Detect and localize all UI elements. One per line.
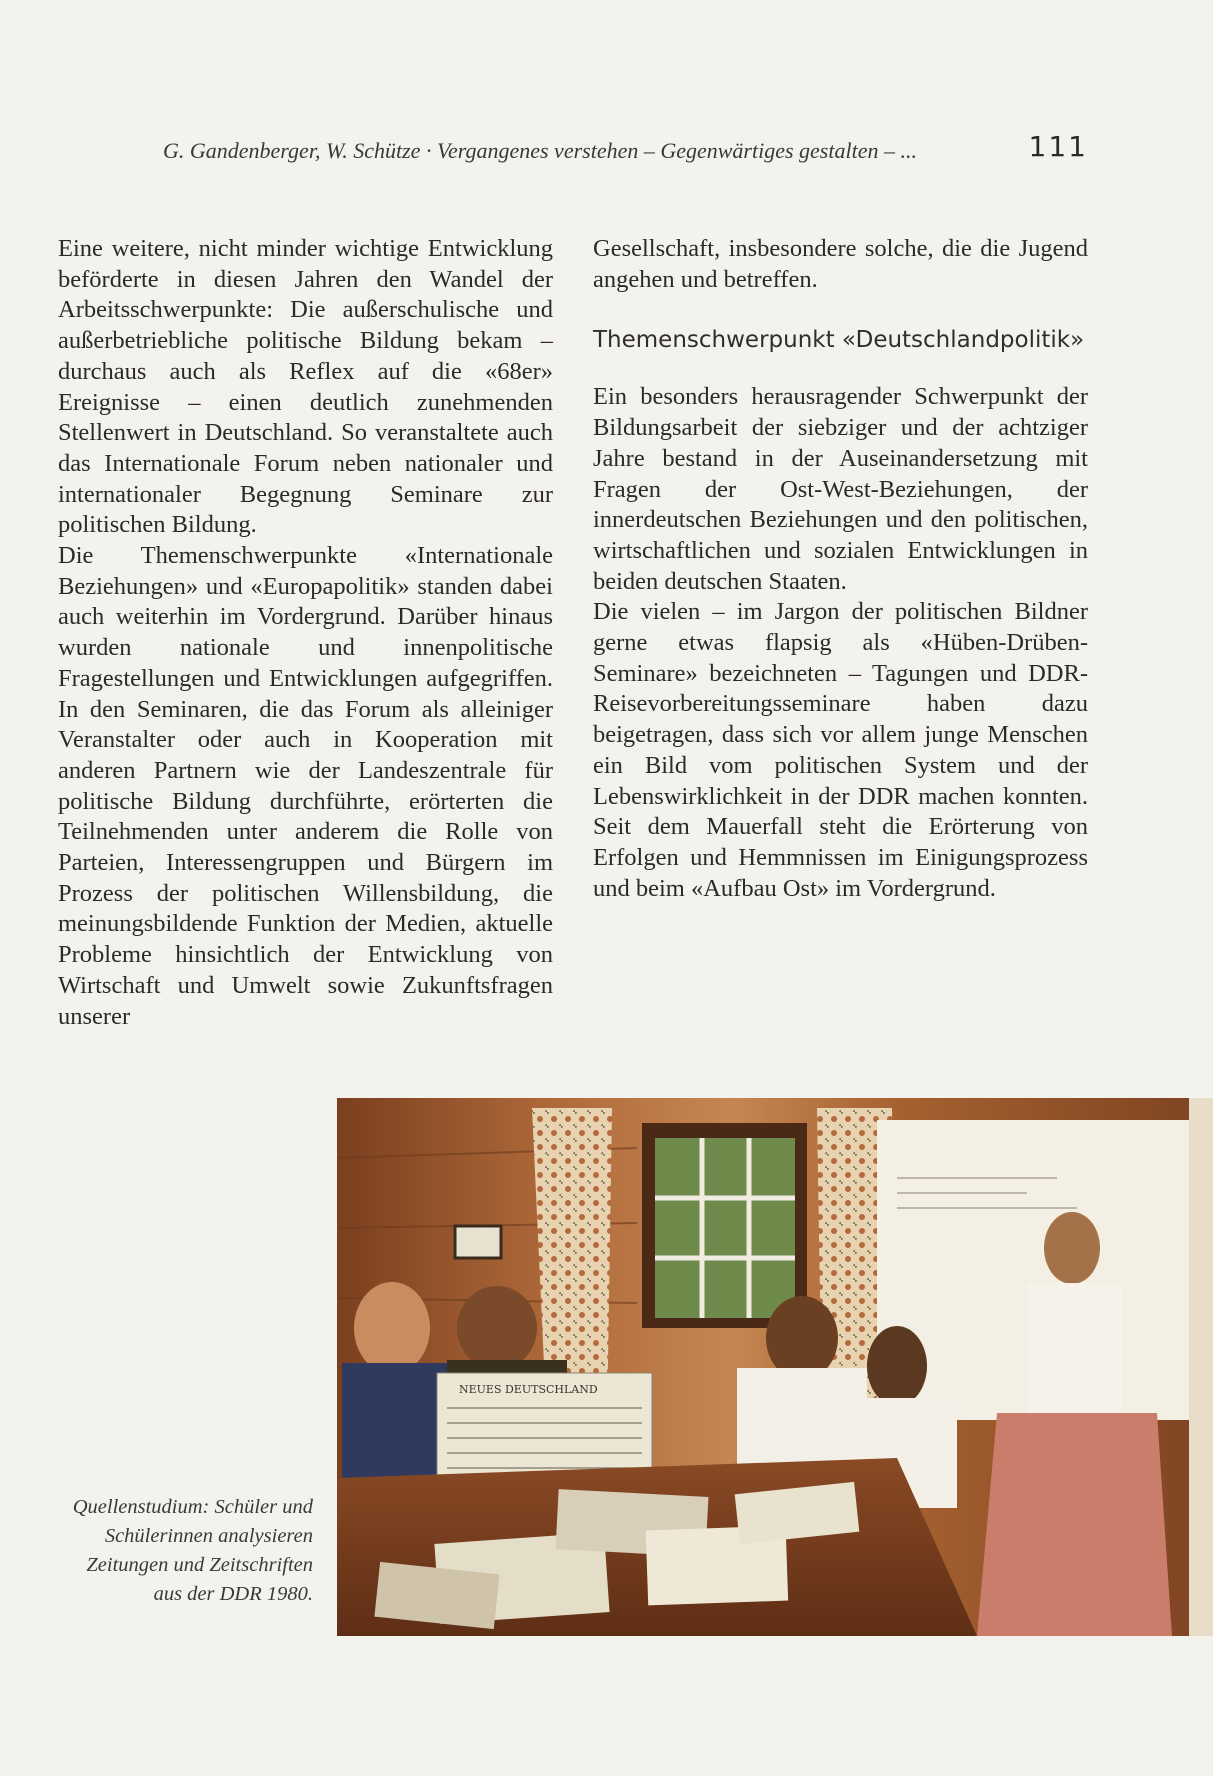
wall-picture: [455, 1226, 501, 1258]
paragraph: Eine weitere, nicht minder wichtige Entwicklung beförderte in diesen Jahren den Wandel der Arbeitsschwerpunkte: Die außerschulische und außerbetriebliche politische Bildung bekam – durchaus auch als Reflex auf die «68er» Ereignisse – einen deutlich zunehmenden Stellenwert in Deutschland. So veranstaltete auch das Internationale Forum neben nationaler und internationaler Begegnung Seminare zur politischen Bildung.: [58, 235, 553, 539]
photo-newspaper-study: [337, 1098, 1213, 1636]
newspaper-masthead: NEUES DEUTSCHLAND: [459, 1383, 598, 1396]
window-glass: [655, 1138, 795, 1318]
right-column: [593, 234, 1088, 904]
section-heading: Themenschwerpunkt «Deutschlandpolitik»: [593, 327, 1085, 354]
paragraph-continuation: Gesellschaft, insbesondere solche, die die Jugend angehen und betreffen.: [593, 235, 1088, 293]
page-header: [163, 130, 1088, 170]
running-title: G. Gandenberger, W. Schütze · Vergangenes verstehen – Gegenwärtiges gestalten – ...: [163, 138, 917, 163]
left-column: [58, 234, 553, 1032]
paragraph: Die Themenschwerpunkte «Internationale Beziehungen» und «Europapolitik» standen dabei auch weiterhin im Vordergrund. Darüber hinaus wurden nationale und innenpolitische Fragestellungen und Entwicklungen aufgegriffen. In den Seminaren, die das Forum als alleiniger Veranstalter oder auch in Kooperation mit anderen Partnern wie der Landeszentrale für politische Bildung durchführte, erörterten die Teilnehmenden unter anderem die Rolle von Parteien, Interessengruppen und Bürgern im Prozess der politischen Willensbildung, die meinungsbildende Funktion der Medien, aktuelle Probleme hinsichtlich der Entwicklung von Wirtschaft und Umwelt sowie Zukunftsfragen unserer: [58, 542, 553, 1030]
paragraph: Die vielen – im Jargon der politischen Bildner gerne etwas flapsig als «Hüben-Drüben-Seminare» bezeichneten – Tagungen und DDR-Reisevorbereitungsseminare haben dazu beigetragen, dass sich vor allem junge Menschen ein Bild vom politischen System und der Lebenswirklichkeit in der DDR machen konnten. Seit dem Mauerfall steht die Erörterung von Erfolgen und Hemmnissen im Einigungsprozess und beim «Aufbau Ost» im Vordergrund.: [593, 598, 1088, 902]
skirt: [977, 1413, 1172, 1636]
paragraph: Ein besonders herausragender Schwerpunkt der Bildungsarbeit der siebziger und der achtziger Jahre bestand in der Auseinandersetzung mit Fragen der Ost-West-Beziehungen, der innerdeutschen Beziehungen und den politischen, wirtschaftlichen und sozialen Entwicklungen in beiden deutschen Staaten.: [593, 383, 1088, 595]
page-number: 111: [1028, 130, 1088, 163]
figure-caption: Quellenstudium: Schüler und Schülerinnen analysieren Zeitungen und Zeitschriften aus der DDR 1980.: [72, 1496, 313, 1605]
